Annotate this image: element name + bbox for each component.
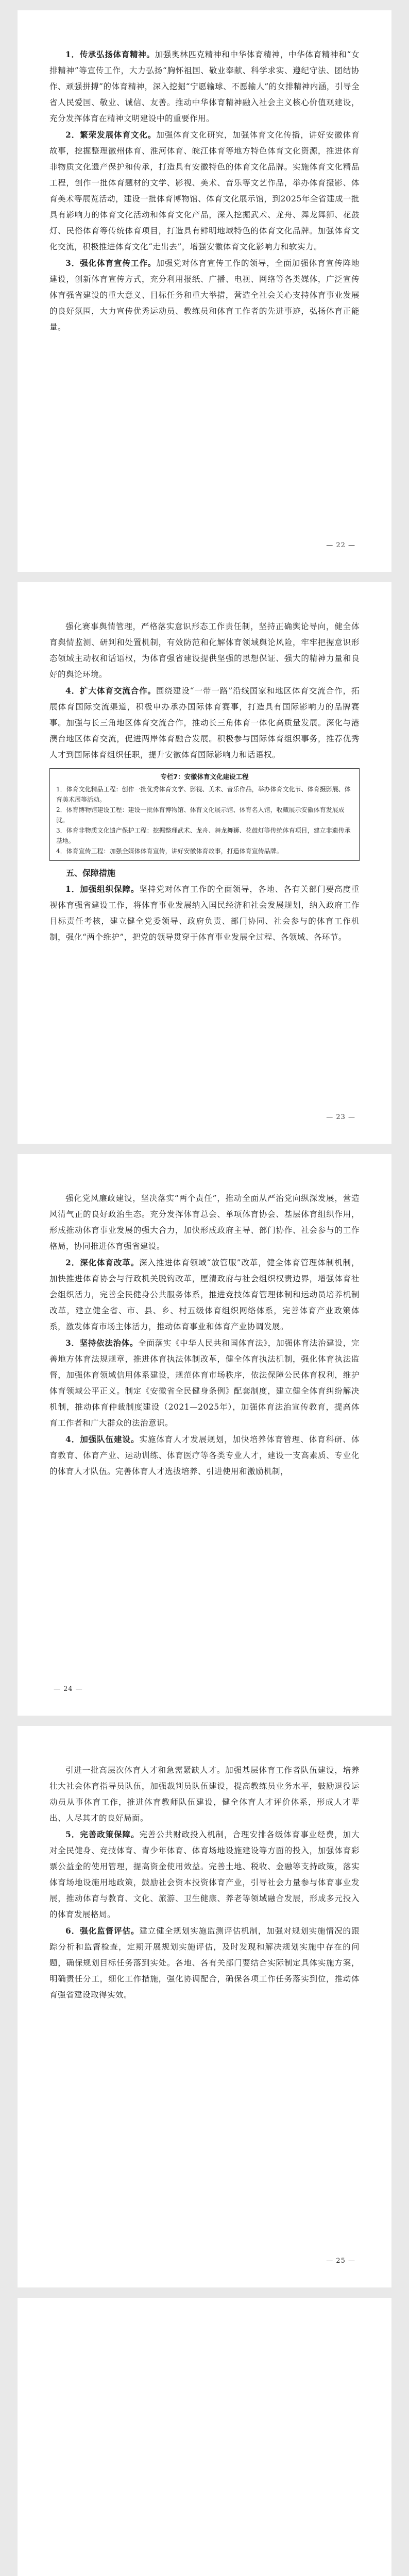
document-page-2 (18, 582, 391, 1144)
document-page-3 (18, 1154, 391, 1716)
paragraph: 3．坚持依法治体。全面落实《中华人民共和国体育法》，加强体育法治建设，完善地方体育法规规章，推进体育执法体制改革，健全体育执法机制，强化体育执法监督，加强体育领域信用体系建设，规范体育市场秩序，依法保障公民体育权利，维护体育领域公平正义。制定《安徽省全民健身条例》配套制度，建立健全体育纠纷解决机制，推动体育仲裁制度建设（2021—2025年），加强体育法治宣传教育，提高体育工作者和广大群众的法治意识。 (49, 1338, 360, 1428)
info-box (49, 768, 360, 861)
box-item: 3．体育非物质文化遗产保护工程：挖掘整理武术、龙舟、舞龙舞狮、花鼓灯等传统体育项目，建立非遗传承基地。 (56, 827, 351, 844)
paragraph: 4．扩大体育交流合作。围绕建设“一带一路”沿线国家和地区体育交流合作，拓展体育国际交流渠道，积极申办承办国际体育赛事，打造具有国际影响力的品牌赛事。加强与长三角地区体育交流合作，推动长三角体育一体化高质量发展。深化与港澳台地区体育交流，促进两岸体育融合发展。积极参与国际体育组织事务，推荐优秀人才到国际体育组织任职，提升安徽体育国际影响力和话语权。 (49, 686, 360, 759)
paragraph: 引进一批高层次体育人才和急需紧缺人才。加强基层体育工作者队伍建设，培养壮大社会体育指导员队伍，加强裁判员队伍建设，提高教练员业务水平，鼓励退役运动员从事体育工作，推进体育教师队伍建设，健全体育人才评价体系，形成人才辈出、人尽其才的良好局面。 (49, 1766, 360, 1823)
page-number: — 22 — (326, 541, 355, 549)
page-number: — 24 — (54, 1685, 83, 1693)
document-page-1 (18, 10, 391, 572)
box-item: 4．体育宣传工程：加强全媒体体育宣传，讲好安徽体育故事，打造体育宣传品牌。 (56, 848, 283, 855)
document-page-5 (18, 2298, 391, 2576)
paragraph: 4．加强队伍建设。实施体育人才发展规划，加快培养体育管理、体育科研、体育教育、体育产业、运动训练、体育医疗等各类专业人才，建设一支高素质、专业化的体育人才队伍。完善体育人才选拔培养、引进使用和激励机制， (49, 1434, 360, 1476)
paragraph: 6．强化监督评估。建立健全规划实施监测评估机制，加强对规划实施情况的跟踪分析和监督检查，定期开展规划实施评估，及时发现和解决规划实施中存在的问题，确保规划目标任务落到实处。各地、各有关部门要结合实际制定具体实施方案，明确责任分工，细化工作措施，强化协调配合，确保各项工作任务落实到位，推动体育强省建设取得实效。 (49, 1926, 360, 1999)
paragraph: 1．传承弘扬体育精神。加强奥林匹克精神和中华体育精神，中华体育精神和“女排精神”等宣传工作，大力弘扬“胸怀祖国、敬业奉献、科学求实、遵纪守法、团结协作、顽强拼搏”的体育精神，深入挖掘“宁愿输球、不愿输人”的女排精神内涵，引导全省人民爱国、敬业、诚信、友善。推动中华体育精神融入社会主义核心价值观建设，充分发挥体育在精神文明建设中的重要作用。 (49, 49, 360, 123)
paragraph: 5．完善政策保障。完善公共财政投入机制，合理安排各级体育事业经费，加大对全民健身、竞技体育、青少年体育、体育场地设施建设等方面的投入，加强体育彩票公益金的使用管理，提高资金使用效益。完善土地、税收、金融等支持政策，落实体育场地设施用地政策，鼓励社会资本投资体育产业，引导社会力量参与体育事业发展，推动体育与教育、文化、旅游、卫生健康、养老等领域融合发展，形成多元投入的体育发展格局。 (49, 1829, 360, 1919)
box-item: 2．体育博物馆建设工程：建设一批体育博物馆、体育文化展示馆、体育名人馆，收藏展示安徽体育发展成就。 (56, 806, 345, 824)
document-page-4 (18, 1726, 391, 2287)
box-item: 1．体育文化精品工程：创作一批优秀体育文学、影视、美术、音乐作品，举办体育文化节、体育摄影展、体育美术展等活动。 (56, 786, 351, 803)
paragraph: 1．加强组织保障。坚持党对体育工作的全面领导，各地、各有关部门要高度重视体育强省建设工作，将体育事业发展纳入国民经济和社会发展规划，纳入政府工作目标责任考核，建立健全党委领导、政府负责、部门协同、社会参与的体育工作机制，强化“两个维护”，把党的领导贯穿于体育事业发展全过程、各领域、各环节。 (49, 884, 360, 942)
paragraph: 3．强化体育宣传工作。加强党对体育宣传工作的领导，全面加强体育宣传阵地建设，创新体育宣传方式，充分利用报纸、广播、电视、网络等各类媒体，广泛宣传体育强省建设的重大意义、目标任务和重大举措，营造全社会关心支持体育事业发展的良好氛围，大力宣传优秀运动员、教练员和体育工作者的先进事迹，弘扬体育正能量。 (49, 258, 360, 332)
paragraph: 强化党风廉政建设，坚决落实“两个责任”，推动全面从严治党向纵深发展，营造风清气正的良好政治生态。充分发挥体育总会、单项体育协会、基层体育组织作用，形成推动体育事业发展的强大合力，加快形成政府主导、部门协作、社会参与的工作格局，协同推进体育强省建设。 (49, 1194, 360, 1251)
box-title: 专栏7：安徽体育文化建设工程 (160, 773, 249, 781)
paragraph: 2．深化体育改革。深入推进体育领域“放管服”改革，健全体育管理体制机制，加快推进体育协会与行政机关脱钩改革，厘清政府与社会组织权责边界，增强体育社会组织活力，完善全民健身公共服务体系，推进竞技体育管理体制和运动员培养机制改革，建立健全省、市、县、乡、村五级体育组织网络体系，完善体育产业政策体系，激发体育市场主体活力，推动体育事业和体育产业协调发展。 (49, 1258, 360, 1331)
paragraph: 强化赛事舆情管理，严格落实意识形态工作责任制，坚持正确舆论导向，健全体育舆情监测、研判和处置机制，有效防范和化解体育领域舆论风险，牢牢把握意识形态领域主动权和话语权，为体育强省建设提供坚强的思想保证、强大的精神力量和良好的舆论环境。 (49, 622, 360, 679)
page-number: — 25 — (326, 2257, 355, 2265)
section-heading: 五、保障措施 (66, 868, 116, 878)
paragraph: 2．繁荣发展体育文化。加强体育文化研究，加强体育文化传播，讲好安徽体育故事，挖掘整理徽州体育、淮河体育、皖江体育等地方特色体育文化资源，推进体育非物质文化遗产保护和传承，打造具有安徽特色的体育文化品牌。实施体育文化精品工程，创作一批体育题材的文学、影视、美术、音乐等文艺作品，举办体育摄影、体育美术等展览活动，建设一批体育博物馆、体育文化展示馆，到2025年全省建成一批具有影响力的体育文化活动和体育文化产品，深入挖掘武术、龙舟、舞龙舞狮、花鼓灯、民俗体育等传统体育项目，打造具有鲜明地域特色的体育文化品牌。加强体育文化交流，积极推进体育文化“走出去”，增强安徽体育文化影响力和软实力。 (49, 130, 360, 251)
page-number: — 23 — (326, 1113, 355, 1121)
